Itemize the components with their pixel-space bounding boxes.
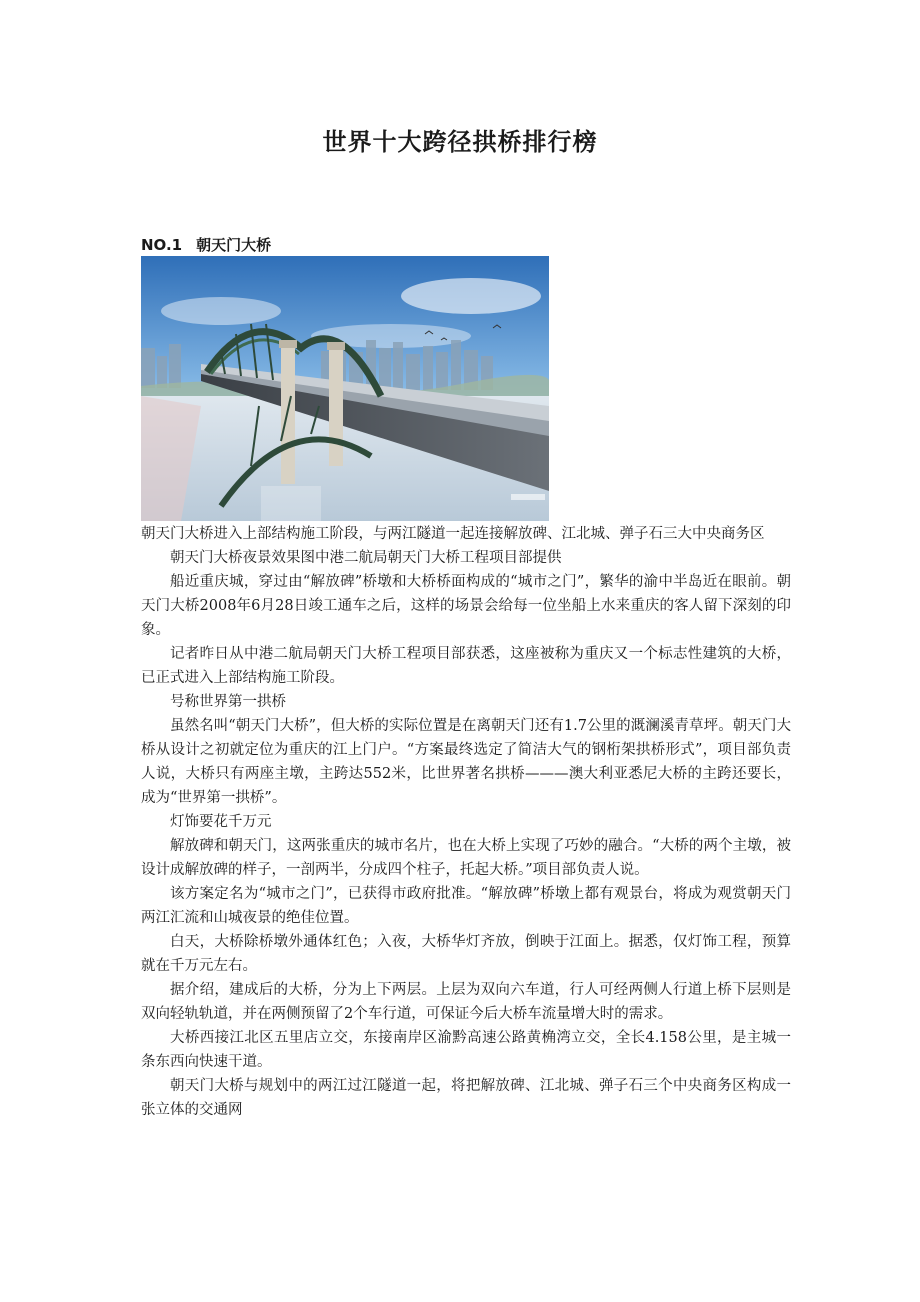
paragraph: 朝天门大桥夜景效果图中港二航局朝天门大桥工程项目部提供 (170, 550, 562, 566)
subheading: 号称世界第一拱桥 (170, 694, 286, 710)
page-title: 世界十大跨径拱桥排行榜 (322, 128, 598, 156)
paragraph: 船近重庆城，穿过由“解放碑”桥墩和大桥桥面构成的“城市之门”，繁华的渝中半岛近在眼前。朝天门大桥2008年6月28日竣工通车之后，这样的场景会给每一位坐船上水来重庆的客人留下深刻的印象。 (141, 574, 791, 638)
section-heading (141, 234, 271, 255)
paragraph: 解放碑和朝天门，这两张重庆的城市名片，也在大桥上实现了巧妙的融合。“大桥的两个主墩，被设计成解放碑的样子，一剖两半，分成四个柱子，托起大桥。”项目部负责人说。 (141, 838, 791, 878)
paragraph: 朝天门大桥进入上部结构施工阶段，与两江隧道一起连接解放碑、江北城、弹子石三大中央商务区 (141, 526, 765, 542)
section-name: 朝天门大桥 (196, 236, 272, 254)
paragraph: 据介绍，建成后的大桥，分为上下两层。上层为双向六车道，行人可经两侧人行道上桥下层则是双向轻轨轨道，并在两侧预留了2个车行道，可保证今后大桥车流量增大时的需求。 (141, 982, 791, 1022)
section-number: NO.1 (141, 236, 183, 254)
bridge-photo (141, 256, 549, 521)
paragraph: 大桥西接江北区五里店立交，东接南岸区渝黔高速公路黄桷湾立交，全长4.158公里，是主城一条东西向快速干道。 (141, 1030, 791, 1070)
paragraph: 该方案定名为“城市之门”，已获得市政府批准。“解放碑”桥墩上都有观景台，将成为观赏朝天门两江汇流和山城夜景的绝佳位置。 (141, 886, 791, 926)
paragraph: 虽然名叫“朝天门大桥”，但大桥的实际位置是在离朝天门还有1.7公里的溉澜溪青草坪。朝天门大桥从设计之初就定位为重庆的江上门户。“方案最终选定了简洁大气的钢桁架拱桥形式”，项目部负责人说，大桥只有两座主墩，主跨达552米，比世界著名拱桥———澳大利亚悉尼大桥的主跨还要长，成为“世界第一拱桥”。 (141, 718, 791, 806)
article-body (141, 522, 791, 1122)
paragraph: 白天，大桥除桥墩外通体红色；入夜，大桥华灯齐放，倒映于江面上。据悉，仅灯饰工程，预算就在千万元左右。 (141, 934, 791, 974)
paragraph: 朝天门大桥与规划中的两江过江隧道一起，将把解放碑、江北城、弹子石三个中央商务区构成一张立体的交通网 (141, 1078, 791, 1118)
paragraph: 记者昨日从中港二航局朝天门大桥工程项目部获悉，这座被称为重庆又一个标志性建筑的大桥，已正式进入上部结构施工阶段。 (141, 646, 791, 686)
subheading: 灯饰要花千万元 (170, 814, 272, 830)
